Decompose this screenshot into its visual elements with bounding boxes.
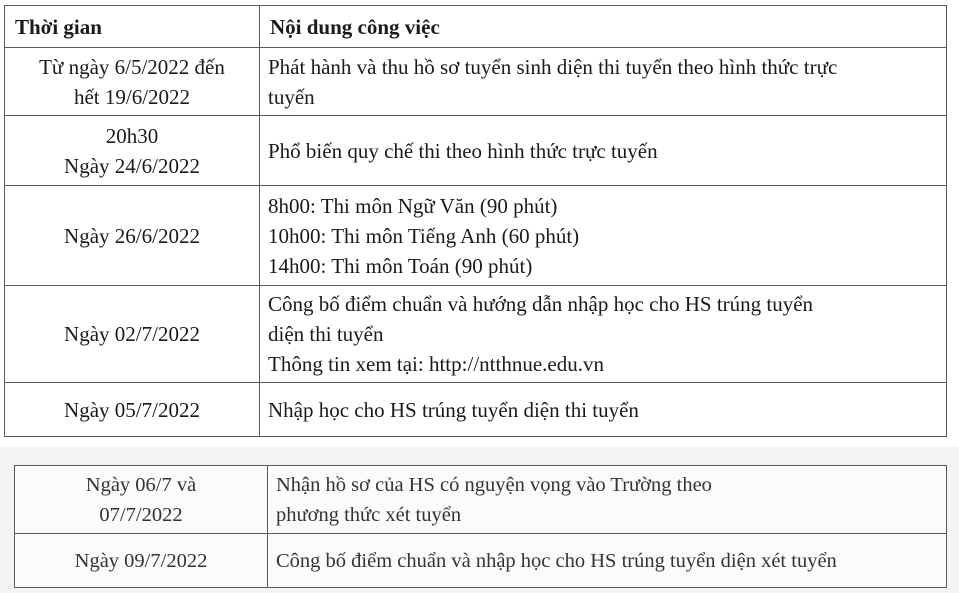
time-cell xyxy=(5,116,260,186)
content-line: 14h00: Thi môn Toán (90 phút) xyxy=(268,253,533,278)
time-line: 20h30 xyxy=(105,123,159,148)
admission-schedule-table xyxy=(14,465,947,588)
exam-schedule-table xyxy=(4,5,947,437)
table-row xyxy=(15,534,947,588)
content-cell xyxy=(260,286,947,383)
time-line: Ngày 02/7/2022 xyxy=(64,322,200,346)
time-line: hết 19/6/2022 xyxy=(73,84,191,109)
content-line: Công bố điểm chuẩn và nhập học cho HS trúng tuyển diện xét tuyển xyxy=(276,549,837,572)
table-header-row xyxy=(5,6,947,48)
time-cell xyxy=(5,383,260,437)
header-content: Nội dung công việc xyxy=(260,6,947,48)
time-line: 07/7/2022 xyxy=(99,503,183,526)
content-line: Thông tin xem tại: http://ntthnue.edu.vn xyxy=(268,352,604,376)
time-cell xyxy=(5,286,260,383)
content-cell xyxy=(260,116,947,186)
table-row xyxy=(5,116,947,186)
table-row xyxy=(15,466,947,534)
content-line: phương thức xét tuyển xyxy=(276,503,462,526)
content-line: tuyến xyxy=(268,84,315,109)
table-row xyxy=(5,48,947,116)
table-row xyxy=(5,286,947,383)
content-cell xyxy=(268,534,947,588)
content-line: 10h00: Thi môn Tiếng Anh (60 phút) xyxy=(268,223,580,248)
time-cell xyxy=(5,48,260,116)
content-line: Công bố điểm chuẩn và hướng dẫn nhập học cho HS trúng tuyển xyxy=(268,292,814,316)
content-line: Nhập học cho HS trúng tuyển diện thi tuyển xyxy=(268,397,639,422)
content-line: Phổ biến quy chế thi theo hình thức trực tuyến xyxy=(268,138,658,163)
content-line: Phát hành và thu hồ sơ tuyển sinh diện thi tuyển theo hình thức trực xyxy=(268,54,838,79)
time-cell xyxy=(15,534,268,588)
table-row xyxy=(5,383,947,437)
content-line: 8h00: Thi môn Ngữ Văn (90 phút) xyxy=(268,193,558,218)
time-line: Ngày 06/7 và xyxy=(85,473,197,496)
content-cell xyxy=(260,383,947,437)
content-line: Nhận hồ sơ của HS có nguyện vọng vào Trường theo xyxy=(276,473,712,496)
time-cell xyxy=(15,466,268,534)
table-row xyxy=(5,186,947,286)
header-time: Thời gian xyxy=(5,6,260,48)
time-cell xyxy=(5,186,260,286)
time-line: Ngày 26/6/2022 xyxy=(64,223,200,248)
time-line: Ngày 09/7/2022 xyxy=(74,549,208,572)
time-line: Từ ngày 6/5/2022 đến xyxy=(39,54,225,79)
content-cell xyxy=(260,186,947,286)
content-cell xyxy=(268,466,947,534)
content-line: diện thi tuyển xyxy=(268,322,384,346)
time-line: Ngày 05/7/2022 xyxy=(64,397,200,422)
content-cell xyxy=(260,48,947,116)
time-line: Ngày 24/6/2022 xyxy=(64,153,200,178)
